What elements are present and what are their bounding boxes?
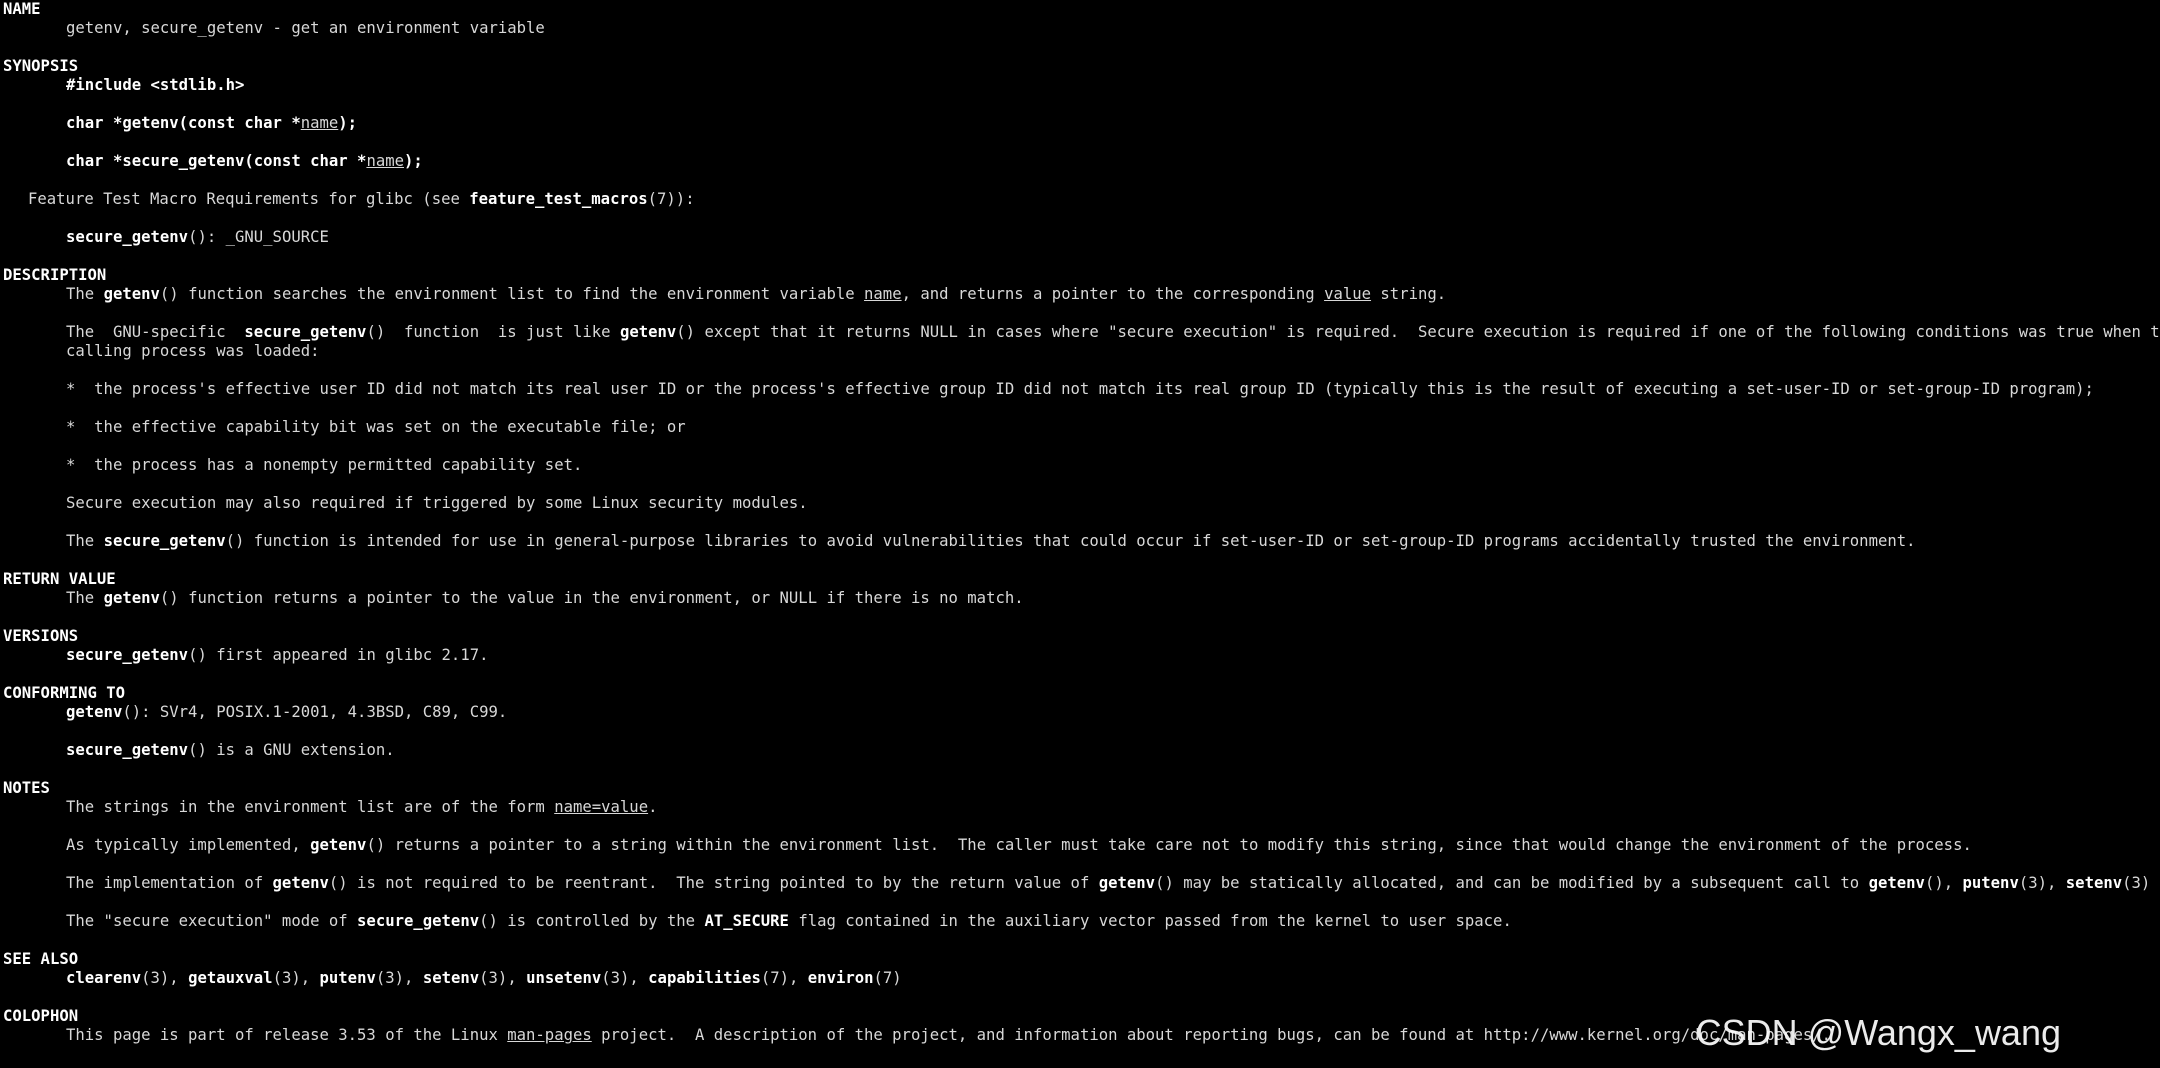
param-name: value [1324,285,1372,303]
text: () returns a pointer to a string within the environment list. The caller must take care not to modify this string, since that would change the environment of the process. [366,836,1972,854]
desc-paragraph-1 [3,285,2067,304]
see-also-ref: environ [807,969,874,987]
section-colophon-heading: COLOPHON [3,1007,79,1025]
decl-text: ); [338,114,358,132]
conforming-line-2 [3,741,2067,760]
bullet-item: * the process's effective user ID did not match its real user ID or the process's effective group ID did not match its real group ID (typically this is the result of executing a set-user-ID or set-group-ID program); [66,380,2094,398]
text: As typically implemented, [66,836,311,854]
desc-paragraph-3: Secure execution may also required if triggered by some Linux security modules. [66,494,808,512]
fn-name: getenv [66,703,123,721]
section-synopsis-heading: SYNOPSIS [3,57,79,75]
blank-line [3,817,2067,836]
notes-paragraph-3 [3,874,2151,893]
blank-line [3,475,2067,494]
see-also-ref: setenv [422,969,480,987]
text: () except that it returns NULL in cases where "secure execution" is required. Secure execution is required if one of the following conditions was true when t [676,323,2160,341]
text: (3) [2122,874,2151,892]
fn-name: getenv [1868,874,1925,892]
notes-paragraph-2 [3,836,2067,855]
text: (7) [873,969,902,987]
section-see-also-heading: SEE ALSO [3,950,79,968]
terminal-man-page [3,0,2160,1068]
text: The [66,589,104,607]
text: (3) [601,969,630,987]
blank-line [3,893,2067,912]
blank-line [3,209,2067,228]
blank-line [3,665,2067,684]
blank-line [3,133,2067,152]
feature-macro-line [3,228,2067,247]
text: () is a GNU extension. [188,741,395,759]
param-name: man-pages [507,1026,592,1044]
text: Feature Test Macro Requirements for glibc (see [28,190,470,208]
text: , and returns a pointer to the corresponding [901,285,1325,303]
text: () may be statically allocated, and can be modified by a subsequent call to [1155,874,1869,892]
see-also-ref: putenv [319,969,376,987]
text: The [66,532,104,550]
text: The [66,285,104,303]
blank-line [3,988,2067,1007]
text: , [507,969,527,987]
blank-line [3,722,2067,741]
blank-line [3,247,2067,266]
getenv-declaration [3,114,2067,133]
text: () function is just like [366,323,620,341]
text: () is controlled by the [479,912,705,930]
text: The implementation of [66,874,273,892]
man-ref: feature_test_macros [469,190,648,208]
decl-text: char *secure_getenv(const char * [66,152,367,170]
text: (3) [141,969,170,987]
desc-paragraph-2-cont: calling process was loaded: [66,342,320,360]
fn-name: secure_getenv [357,912,480,930]
return-value-line [3,589,2067,608]
text: The strings in the environment list are of the form [66,798,555,816]
see-also-ref: capabilities [648,969,761,987]
fn-name: secure_getenv [244,323,367,341]
fn-name: getenv [103,285,160,303]
section-description-heading: DESCRIPTION [3,266,107,284]
param-name: name=value [554,798,649,816]
fn-name: secure_getenv [66,646,189,664]
blank-line [3,304,2067,323]
section-return-value-heading: RETURN VALUE [3,570,116,588]
text: The GNU-specific [66,323,245,341]
text: The "secure execution" mode of [66,912,358,930]
fn-name: getenv [103,589,160,607]
notes-paragraph-1 [3,798,2067,817]
blank-line [3,551,2067,570]
text: (3) [272,969,301,987]
blank-line [3,513,2067,532]
text: (3) [479,969,508,987]
conforming-line-1 [3,703,2067,722]
see-also-ref: unsetenv [526,969,602,987]
text: () is not required to be reentrant. The string pointed to by the return value of [328,874,1099,892]
param-name: name [300,114,339,132]
notes-paragraph-4 [3,912,2067,931]
text: . [648,798,658,816]
bullet-item: * the process has a nonempty permitted capability set. [66,456,583,474]
versions-line [3,646,2067,665]
blank-line [3,399,2067,418]
bullet-item: * the effective capability bit was set on the executable file; or [66,418,686,436]
text: , [789,969,808,987]
text: (): _GNU_SOURCE [188,228,329,246]
section-conforming-heading: CONFORMING TO [3,684,126,702]
text: (), [1924,874,1963,892]
text: flag contained in the auxiliary vector passed from the kernel to user space. [788,912,1512,930]
decl-text: ); [404,152,423,170]
fn-name: getenv [1098,874,1156,892]
fn-name: getenv [272,874,329,892]
text: , [629,969,649,987]
fn-name: secure_getenv [66,228,189,246]
constant-name: AT_SECURE [704,912,789,930]
text: () function returns a pointer to the value in the environment, or NULL if there is no match. [159,589,1024,607]
text: () first appeared in glibc 2.17. [188,646,489,664]
text: (7) [760,969,790,987]
blank-line [3,361,2067,380]
blank-line [3,38,2067,57]
fn-name: setenv [2065,874,2123,892]
blank-line [3,95,2067,114]
fn-name: getenv [619,323,677,341]
text: (3), [2018,874,2066,892]
desc-paragraph-4 [3,532,2067,551]
see-also-ref: getauxval [188,969,273,987]
text: (3) [375,969,405,987]
section-name-heading: NAME [3,0,41,18]
see-also-ref: clearenv [66,969,142,987]
text: , [300,969,320,987]
text: () function is intended for use in general-purpose libraries to avoid vulnerabilities that could occur if set-user-ID or set-group-ID programs accidentally trusted the environment. [225,532,1916,550]
fn-name: putenv [1962,874,2019,892]
decl-text: char *getenv(const char * [66,114,301,132]
section-notes-heading: NOTES [3,779,50,797]
feature-test-line [3,190,2067,209]
blank-line [3,760,2067,779]
text: (7)): [647,190,695,208]
section-versions-heading: VERSIONS [3,627,79,645]
text: This page is part of release 3.53 of the Linux [66,1026,508,1044]
see-also-line [3,969,2067,988]
name-line: getenv, secure_getenv - get an environment variable [66,19,545,37]
text: project. A description of the project, and information about reporting bugs, can be found at http://www.kernel.org/doc/man-pages/. [591,1026,1831,1044]
fn-name: secure_getenv [66,741,189,759]
blank-line [3,855,2067,874]
blank-line [3,931,2067,950]
param-name: name [366,152,404,170]
fn-name: secure_getenv [103,532,226,550]
secure-getenv-declaration [3,152,2067,171]
desc-paragraph-2 [3,323,2160,342]
text: (): SVr4, POSIX.1-2001, 4.3BSD, C89, C99. [122,703,508,721]
blank-line [3,437,2067,456]
blank-line [3,608,2067,627]
param-name: name [864,285,902,303]
text: , [169,969,189,987]
text: () function searches the environment list to find the environment variable [159,285,865,303]
blank-line [3,171,2067,190]
text: , [404,969,423,987]
fn-name: getenv [310,836,367,854]
csdn-watermark: CSDN @Wangx_wang [1695,1012,2061,1053]
include-line: #include <stdlib.h> [66,76,245,94]
text: string. [1371,285,1447,303]
